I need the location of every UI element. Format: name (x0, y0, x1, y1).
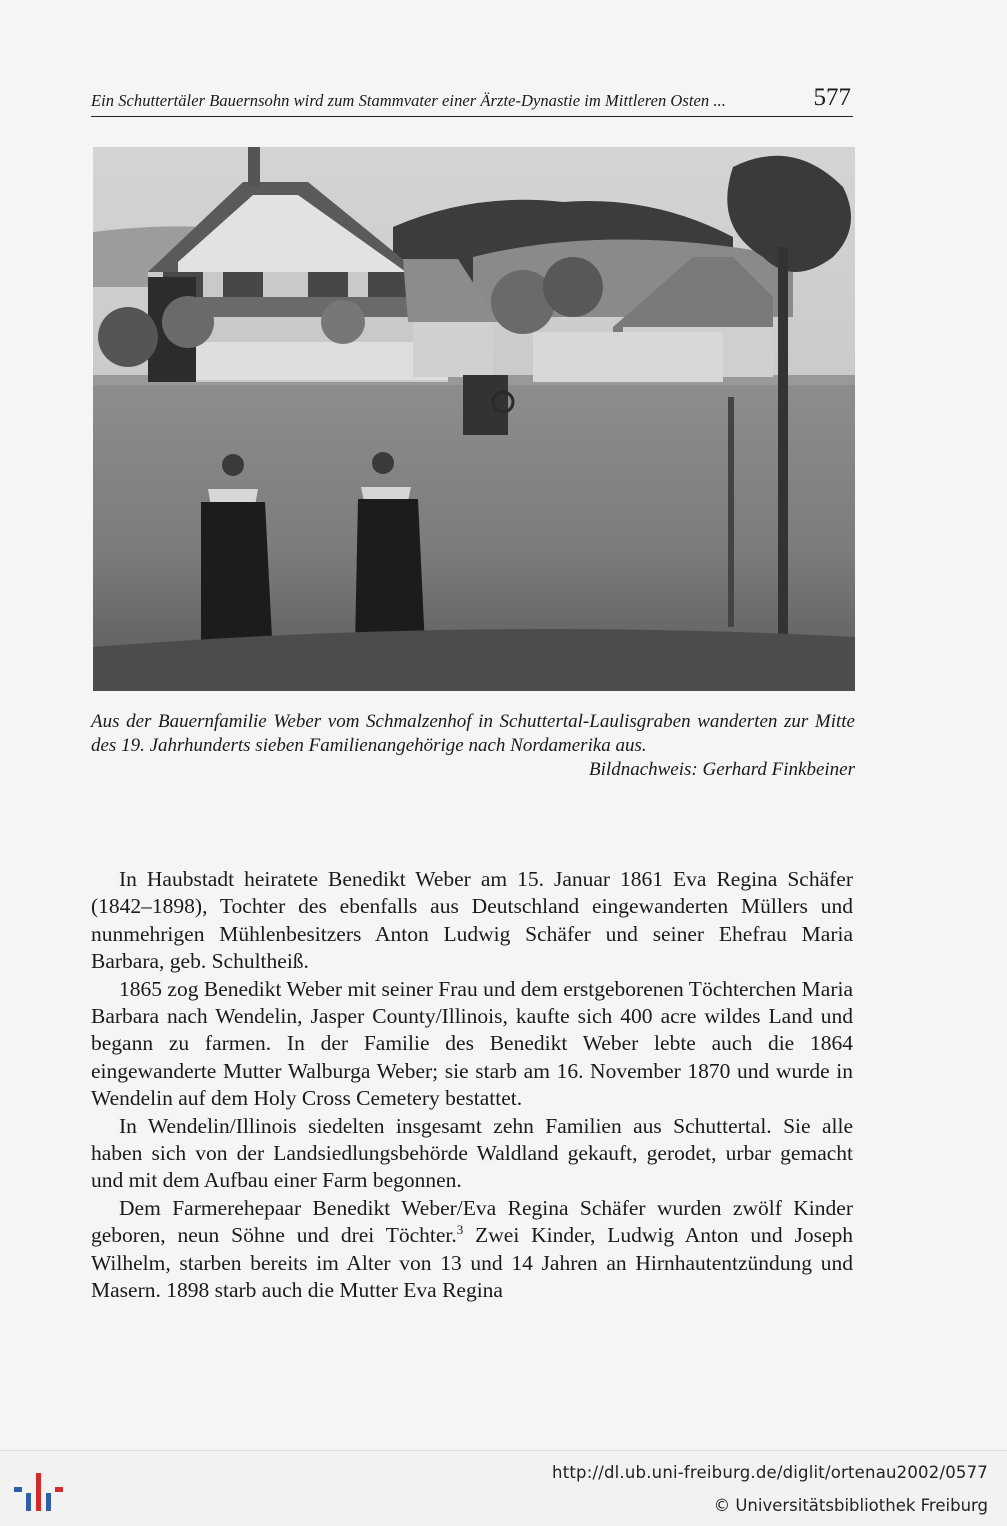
paragraph: In Haubstadt heiratete Benedikt Weber am 15. Januar 1861 Eva Regina Schäfer (1842–1898), Tochter des ebenfalls aus Deutschland eingewanderten Müllers und nunmehrigen Mühlenbesitzers Anton Ludwig Schäfer und seiner Ehefrau Maria Barbara, geb. Schultheiß. (91, 867, 853, 974)
caption-text: Aus der Bauernfamilie Weber vom Schmalzenhof in Schuttertal-Laulisgraben wanderten zur Mitte des 19. Jahrhunderts sieben Familienangehörige nach Nordamerika aus. (91, 711, 855, 756)
footer-bar (0, 1450, 1007, 1526)
paragraph (91, 1195, 853, 1305)
paragraph: 1865 zog Benedikt Weber mit seiner Frau und dem erstgeborenen Töchterchen Maria Barbara nach Wendelin, Jasper County/Illinois, kaufte sich 400 acre wildes Land und begann zu farmen. In der Familie des Benedikt Weber lebte auch die 1864 eingewanderte Mutter Walburga Weber; sie starb am 16. November 1870 und wurde in Wendelin auf dem Holy Cross Cemetery bestattet. (91, 976, 853, 1111)
running-head (91, 84, 853, 117)
paragraph-text: Dem Farmerehepaar Benedikt Weber/Eva Regina Schäfer wurden zwölf Kinder geboren, neun Söhne und drei Töchter. (91, 1195, 853, 1248)
historical-photo (93, 147, 855, 691)
body-text (91, 866, 853, 1305)
ub-freiburg-logo-icon (14, 1465, 64, 1515)
caption-credit: Bildnachweis: Gerhard Finkbeiner (589, 759, 855, 780)
paragraph: In Wendelin/Illinois siedelten insgesamt zehn Familien aus Schuttertal. Sie alle haben sich von der Landsiedlungsbehörde Waldland gekauft, gerodet, urbar gemacht und mit dem Aufbau einer Farm begonnen. (91, 1113, 853, 1193)
running-title: Ein Schuttertäler Bauernsohn wird zum Stammvater einer Ärzte-Dynastie im Mittleren Osten ... (91, 91, 726, 110)
permalink-url[interactable]: http://dl.ub.uni-freiburg.de/diglit/ortenau2002/0577 (552, 1463, 988, 1482)
paragraph-text: Zwei Kinder, Ludwig Anton und Joseph Wilhelm, starben bereits im Alter von 13 und 14 Jahren an Hirnhautentzündung und Masern. 1898 starb auch die Mutter Eva Regina (91, 1223, 853, 1303)
page-number: 577 (813, 84, 851, 111)
footnote-reference[interactable]: 3 (456, 1222, 464, 1238)
copyright-notice: © Universitätsbibliothek Freiburg (713, 1496, 988, 1515)
figure-caption (91, 710, 855, 782)
